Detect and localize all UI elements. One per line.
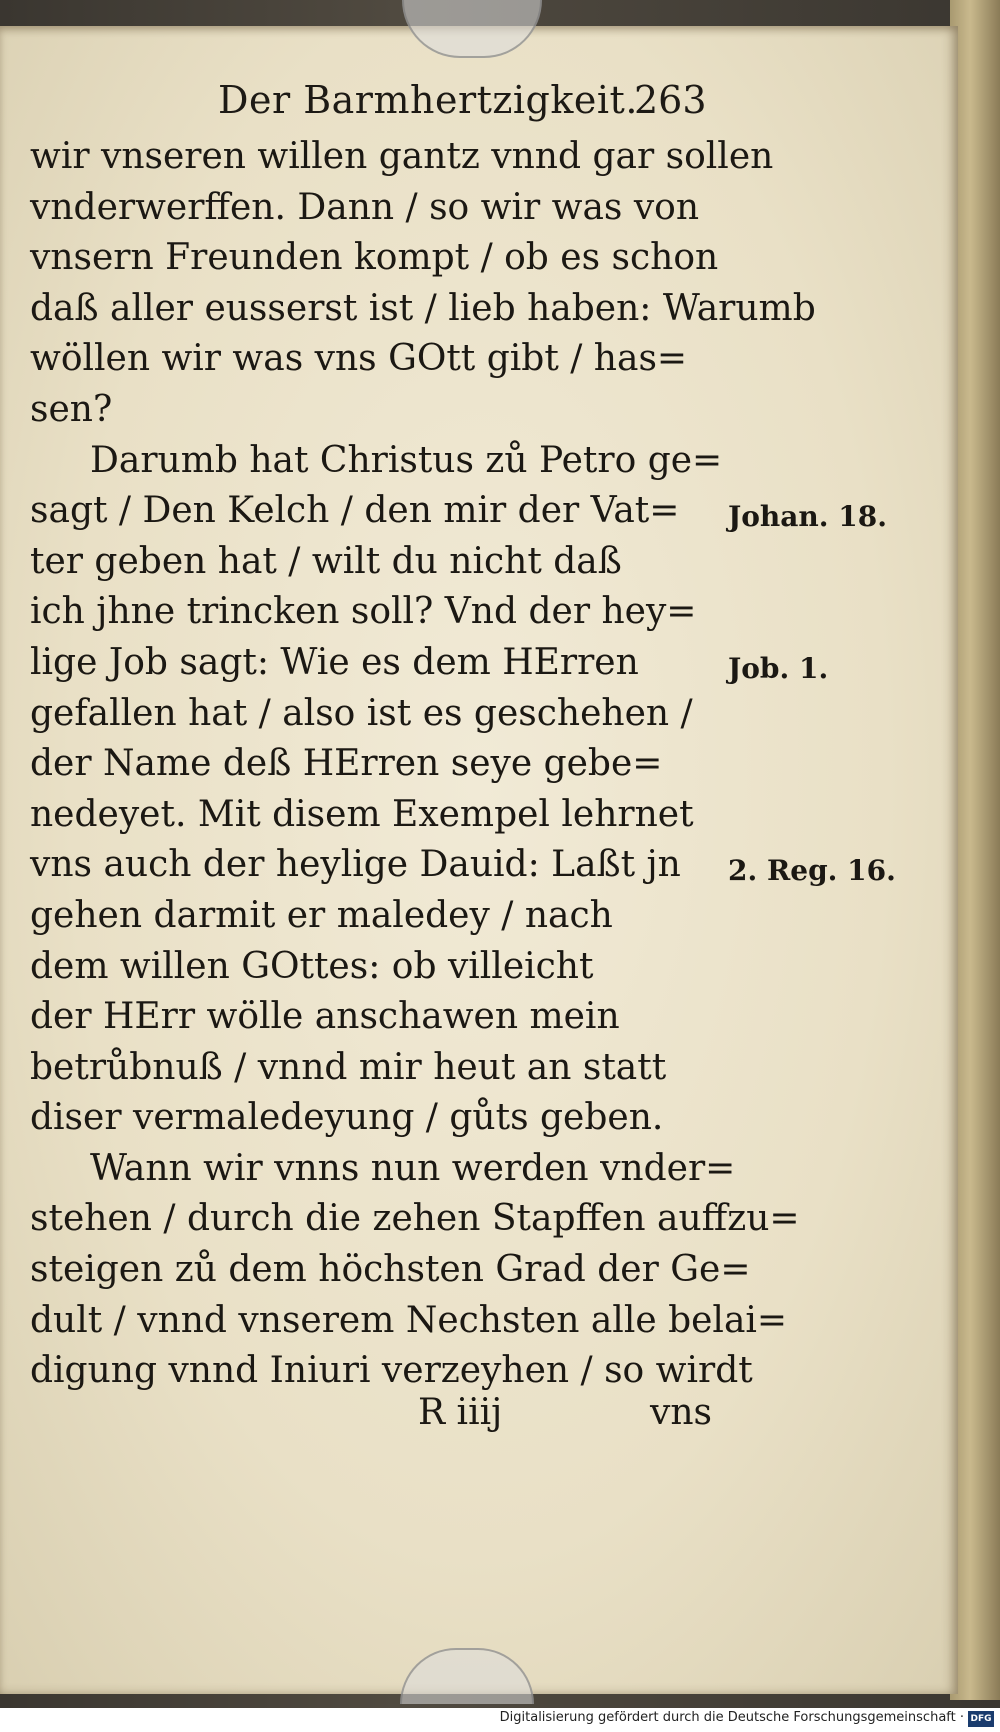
margin-note: Johan. 18. <box>728 500 887 533</box>
catchword: vns <box>650 1392 712 1433</box>
text-line: der HErr wölle anschawen mein <box>30 996 620 1038</box>
text-line: dult / vnnd vnserem Nechsten alle belai= <box>30 1299 788 1341</box>
text-line: diser vermaledeyung / gůts geben. <box>30 1097 664 1139</box>
text-line: Darumb hat Christus zů Petro ge= <box>90 439 723 481</box>
text-line: gehen darmit er maledey / nach <box>30 894 613 936</box>
text-line: ich jhne trincken soll? Vnd der hey= <box>30 591 697 633</box>
running-title: Der Barmhertzigkeit. <box>218 78 638 122</box>
text-line: gefallen hat / also ist es geschehen / <box>30 692 693 734</box>
dfg-logo: DFG <box>968 1711 994 1727</box>
text-line: sagt / Den Kelch / den mir der Vat= <box>30 490 680 532</box>
text-line: der Name deß HErren seye gebe= <box>30 743 663 785</box>
footer-bar <box>0 1708 1000 1732</box>
text-line: wöllen wir was vns GOtt gibt / has= <box>30 338 688 380</box>
text-line: lige Job sagt: Wie es dem HErren <box>30 641 639 683</box>
footer-credit: Digitalisierung gefördert durch die Deutsche Forschungsgemeinschaft · <box>499 1710 964 1725</box>
text-line: vns auch der heylige Dauid: Laßt jn <box>30 844 681 886</box>
text-line: Wann wir vnns nun werden vnder= <box>90 1147 736 1189</box>
margin-note: 2. Reg. 16. <box>728 854 896 887</box>
text-line: sen? <box>30 388 113 430</box>
text-line: betrůbnuß / vnnd mir heut an statt <box>30 1046 667 1088</box>
margin-note: Job. 1. <box>728 652 829 685</box>
signature-mark: R iiij <box>418 1392 503 1433</box>
text-line: vnderwerffen. Dann / so wir was von <box>30 186 700 228</box>
text-line: nedeyet. Mit disem Exempel lehrnet <box>30 793 694 835</box>
page-number: 263 <box>634 78 707 122</box>
text-line: digung vnnd Iniuri verzeyhen / so wirdt <box>30 1350 753 1392</box>
text-line: wir vnseren willen gantz vnnd gar sollen <box>30 136 774 177</box>
text-line: ter geben hat / wilt du nicht daß <box>30 540 622 582</box>
text-line: vnsern Freunden kompt / ob es schon <box>30 237 719 279</box>
text-line: dem willen GOttes: ob villeicht <box>30 945 594 987</box>
text-line: daß aller eusserst ist / lieb haben: Warumb <box>30 287 816 329</box>
text-line: steigen zů dem höchsten Grad der Ge= <box>30 1249 751 1291</box>
text-line: stehen / durch die zehen Stapffen auffzu= <box>30 1198 800 1240</box>
